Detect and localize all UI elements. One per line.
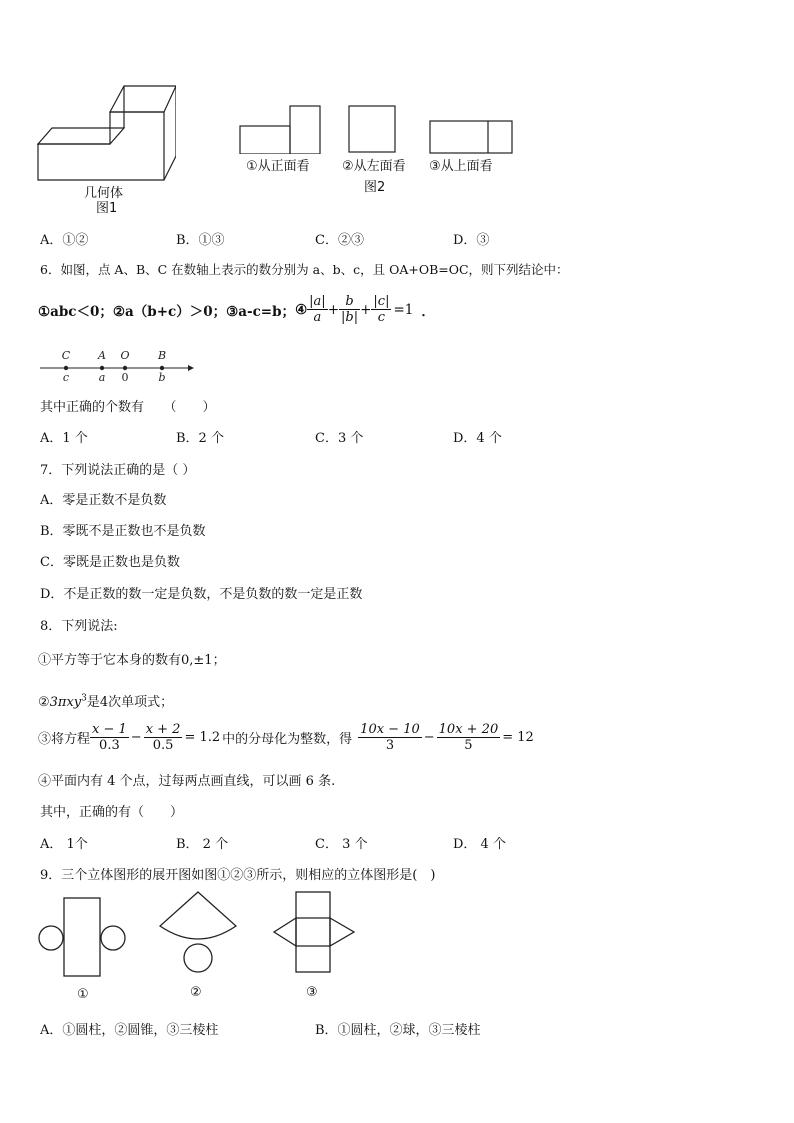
q8-fraction-4: $\frac{10x + 20}{5}$ bbox=[438, 722, 499, 753]
q8-fraction-1: $\frac{x - 1}{0.3}$ bbox=[92, 722, 127, 753]
q6-ask: 其中正确的个数有 （ ） bbox=[40, 400, 216, 415]
q6-option-c[interactable]: C．3 个 bbox=[315, 431, 364, 446]
q6-statement-4-prefix: ④ bbox=[295, 301, 308, 318]
q7-stem: 7．下列说法正确的是（ ） bbox=[40, 463, 196, 478]
q5-option-d[interactable]: D．③ bbox=[453, 233, 490, 248]
q6-statement-4-eq: =1 bbox=[393, 301, 414, 318]
fig2-label: 图2 bbox=[364, 180, 386, 195]
point-value-a: a bbox=[98, 371, 106, 384]
q8-ask: 其中，正确的有（ ） bbox=[40, 805, 184, 820]
q8-statement-2: ②3πxy$^3$是4次单项式； bbox=[38, 693, 174, 710]
view-top-label: ③从上面看 bbox=[429, 159, 493, 174]
point-label-a-upper: A bbox=[98, 349, 106, 362]
point-label-o-upper: O bbox=[120, 349, 130, 362]
q8-stem: 8．下列说法: bbox=[40, 619, 118, 634]
q6-fraction-2: $\frac{b}{|b|}$ bbox=[341, 294, 359, 325]
q9-stem: 9．三个立体图形的展开图如图①②③所示，则相应的立体图形是( ) bbox=[40, 868, 436, 883]
q5-option-a[interactable]: A．①② bbox=[40, 233, 89, 248]
number-line bbox=[38, 348, 198, 384]
q6-fraction-1: $\frac{|a|}{a}$ bbox=[309, 294, 326, 325]
net-3-prism bbox=[272, 890, 356, 974]
q9-option-b[interactable]: B．①圆柱，②球，③三棱柱 bbox=[315, 1023, 481, 1038]
q5-option-c[interactable]: C．②③ bbox=[315, 233, 364, 248]
q6-statement-3: ③a-c=b； bbox=[226, 303, 296, 320]
q7-option-c[interactable]: C．零既是正数也是负数 bbox=[40, 555, 180, 570]
q8-option-c[interactable]: C． 3 个 bbox=[315, 837, 368, 852]
q8-fraction-3: $\frac{10x - 10}{3}$ bbox=[360, 722, 420, 753]
net-2-cone bbox=[158, 890, 240, 976]
solid-figure bbox=[36, 84, 176, 184]
q6-option-a[interactable]: A．1 个 bbox=[40, 431, 88, 446]
point-value-0: 0 bbox=[121, 371, 129, 384]
q6-stem: 6．如图，点 A、B、C 在数轴上表示的数分别为 a、b、c，且 OA+OB=OC，则下列结论中： bbox=[40, 262, 569, 277]
q8-fraction-2: $\frac{x + 2}{0.5}$ bbox=[145, 722, 181, 753]
q8-statement-1: ①平方等于它本身的数有0,±1； bbox=[38, 653, 226, 668]
q8-option-d[interactable]: D． 4 个 bbox=[453, 837, 506, 852]
q9-option-a[interactable]: A．①圆柱，②圆锥，③三棱柱 bbox=[40, 1023, 219, 1038]
q6-statement-1: ①abc＜0； bbox=[38, 303, 113, 320]
net-3-label: ③ bbox=[306, 985, 318, 1000]
q7-option-d[interactable]: D．不是正数的数一定是负数，不是负数的数一定是正数 bbox=[40, 587, 363, 602]
q8-option-b[interactable]: B． 2 个 bbox=[176, 837, 229, 852]
point-value-b: b bbox=[158, 371, 166, 384]
net-1-label: ① bbox=[77, 987, 89, 1002]
point-label-b-upper: B bbox=[157, 349, 167, 362]
q6-statement-2: ②a（b+c）＞0； bbox=[112, 303, 227, 320]
q6-option-d[interactable]: D．4 个 bbox=[453, 431, 502, 446]
fig1-label: 图1 bbox=[96, 201, 118, 216]
q6-fraction-3: $\frac{|c|}{c}$ bbox=[373, 294, 390, 325]
q6-statement-4-end: ． bbox=[421, 303, 435, 320]
point-label-c-upper: C bbox=[61, 349, 71, 362]
q8-statement-3: ③将方程 $\frac{x - 1}{0.3}$ − $\frac{x + 2}{0.5}$ = 1.2 中的分母化为整数，得 $\frac{10x - 10}{3}$ − $\frac{10x + 20}{5}$ = 12 bbox=[38, 722, 534, 753]
q6-option-b[interactable]: B．2 个 bbox=[176, 431, 224, 446]
net-2-label: ② bbox=[190, 985, 202, 1000]
q7-option-a[interactable]: A．零是正数不是负数 bbox=[40, 493, 167, 508]
view-left-label: ②从左面看 bbox=[342, 159, 406, 174]
view-front-label: ①从正面看 bbox=[246, 159, 310, 174]
q5-option-b[interactable]: B．①③ bbox=[176, 233, 225, 248]
net-1-cylinder bbox=[38, 896, 128, 978]
point-value-c: c bbox=[62, 371, 70, 384]
q7-option-b[interactable]: B．零既不是正数也不是负数 bbox=[40, 524, 206, 539]
fig1-caption: 几何体 bbox=[84, 186, 124, 201]
q8-statement-4: ④平面内有 4 个点，过每两点画直线，可以画 6 条. bbox=[38, 774, 336, 789]
q6-statements: ①abc＜0； ②a（b+c）＞0； ③a-c=b； ④ $\frac{|a|}{a}$ + $\frac{b}{|b|}$ + $\frac{|c|}{c}$ =1 ． bbox=[38, 294, 435, 325]
q8-option-a[interactable]: A． 1个 bbox=[40, 837, 88, 852]
three-views-figure bbox=[238, 104, 514, 154]
